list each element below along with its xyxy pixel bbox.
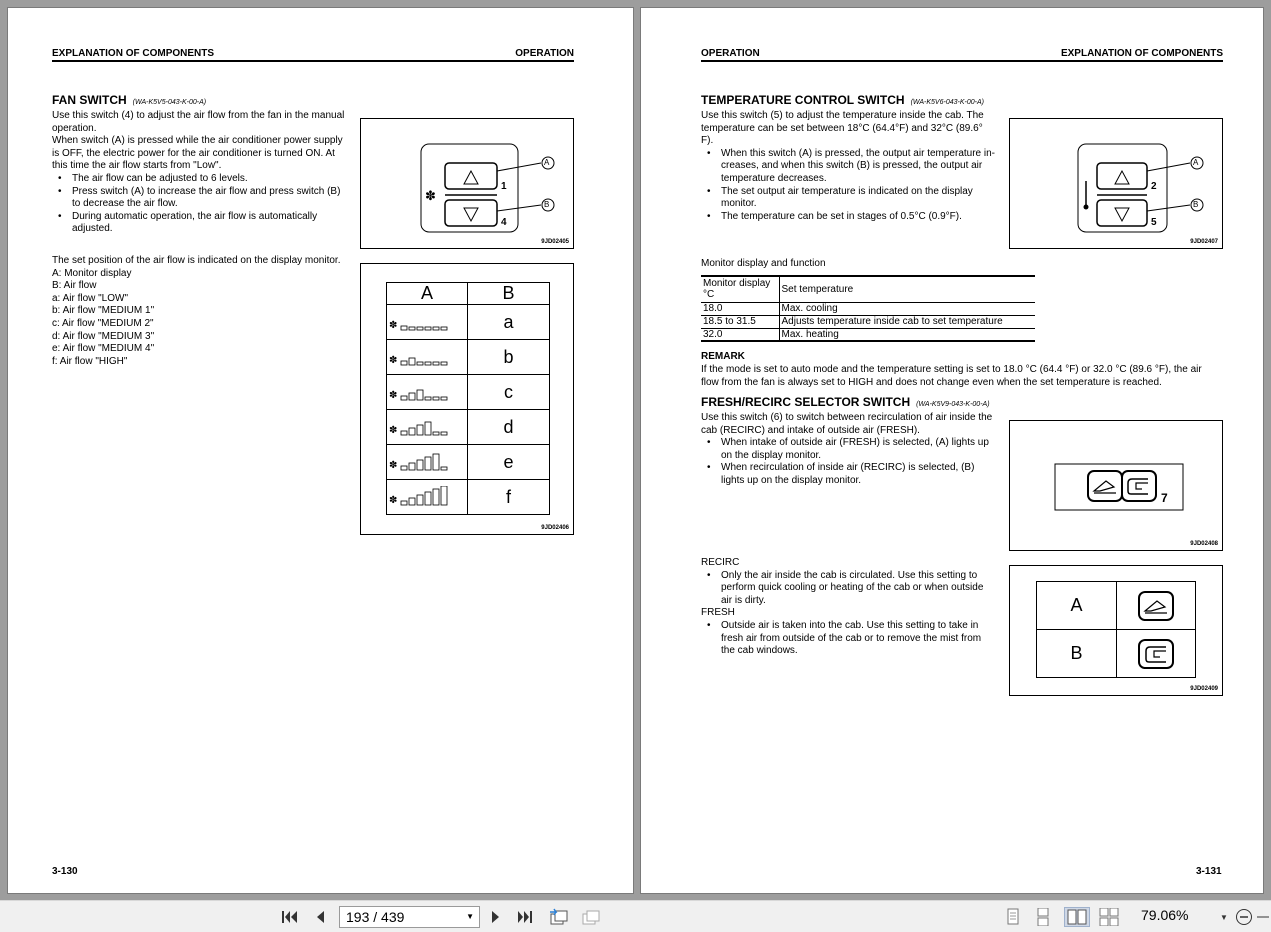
mode-descriptions	[701, 557, 1007, 658]
switch-number-down: 4	[501, 217, 507, 228]
flow-segment	[425, 327, 431, 330]
section-code: (WA-K5V5-043-K-00-A)	[132, 99, 207, 106]
flow-segment	[401, 466, 407, 470]
level-label: a	[468, 305, 550, 340]
flow-segment	[433, 327, 439, 330]
flow-segment	[401, 501, 407, 505]
page-header	[701, 48, 1223, 62]
prev-page-icon[interactable]	[312, 907, 328, 927]
fresh-recirc-switch-figure	[1009, 420, 1223, 551]
last-page-icon[interactable]	[515, 907, 535, 927]
list-item: • The temperature can be set in stages of 0.5°C (0.9°F).	[701, 211, 1007, 224]
flow-segment	[425, 397, 431, 400]
header-left: OPERATION	[701, 48, 760, 59]
previous-view-icon[interactable]	[548, 907, 570, 927]
flow-segment	[409, 498, 415, 505]
recirc-icon	[1117, 630, 1196, 678]
flow-segment	[433, 454, 439, 470]
level-icon	[387, 340, 468, 375]
remark-title: REMARK	[701, 351, 745, 362]
fresh-recirc-display-figure	[1009, 565, 1223, 696]
figure-code: 9JD02407	[1190, 239, 1218, 245]
list-item: • During automatic operation, the air flow is automatically adjusted.	[52, 211, 362, 236]
list-item: • The air flow can be adjusted to 6 levels.	[52, 173, 362, 186]
fresh-icon	[1117, 582, 1196, 630]
switch-number-up: 2	[1151, 181, 1157, 192]
table-row: 32.0 Max. heating	[701, 328, 1035, 341]
page-number: 3-131	[1196, 866, 1222, 877]
flow-segment	[441, 397, 447, 400]
air-flow-table: A B ✽ a ✽ b ✽ c ✽ d ✽ e ✽ f	[386, 282, 550, 515]
flow-segment	[433, 362, 439, 365]
monitor-table: Monitor display °C Set temperature 18.0 Max. cooling 18.5 to 31.5 Adjusts temperature inside cab to set temperature 32.0 Max. heating	[701, 275, 1035, 342]
display-legend: The set position of the air flow is indicated on the display monitor. A: Monitor display B: Air flow a: Air flow "LOW" b: Air flow "MEDIUM 1" c: Air flow "MEDIUM 2" d: Air flow "MEDIUM 3" e: Air flow "MEDIUM 4" f: Air flow "HIGH"	[52, 255, 341, 367]
svg-text:✽: ✽	[389, 390, 398, 401]
flow-segment	[417, 362, 423, 365]
level-icon	[387, 305, 468, 340]
flow-segment	[409, 358, 415, 365]
figure-code: 9JD02408	[1190, 541, 1218, 547]
list-item: • Only the air inside the cab is circulated. Use this setting to perform quick cooling or heating of the cab or when outside air is dirty.	[701, 570, 1007, 608]
level-label: c	[468, 375, 550, 410]
flow-segment	[417, 390, 423, 400]
single-page-icon[interactable]	[1004, 907, 1022, 927]
level-icon	[387, 480, 468, 515]
flow-segment	[409, 428, 415, 435]
figure-code: 9JD02409	[1190, 686, 1218, 692]
level-icon	[387, 445, 468, 480]
section-code: (WA-K5V6-043-K-00-A)	[910, 99, 984, 106]
svg-text:✽: ✽	[389, 425, 398, 436]
air-flow-display-figure	[360, 263, 574, 535]
list-item: • When intake of outside air (FRESH) is selected, (A) lights up on the display monitor.	[701, 437, 1007, 462]
continuous-icon[interactable]	[1034, 907, 1052, 927]
viewer-toolbar	[0, 900, 1271, 932]
flow-segment	[409, 463, 415, 470]
table-row: 18.0 Max. cooling	[701, 302, 1035, 315]
level-label: b	[468, 340, 550, 375]
list-item: • Outside air is taken into the cab. Use this setting to take in fresh air from outside of the cab or to remove the mist from the cab windows.	[701, 620, 1007, 658]
level-label: f	[468, 480, 550, 515]
switch-number-up: 1	[501, 181, 507, 192]
flow-segment	[417, 460, 423, 470]
fan-switch-figure	[360, 118, 574, 249]
zoom-slider[interactable]	[1257, 907, 1269, 927]
chevron-down-icon[interactable]: ▼	[466, 912, 474, 921]
first-page-icon[interactable]	[280, 907, 300, 927]
figure-code: 9JD02405	[541, 239, 569, 245]
label-b: B	[544, 200, 550, 209]
flow-segment	[409, 393, 415, 400]
fresh-recirc-text: Use this switch (6) to switch between recirculation of air inside the cab (RECIRC) and intake of outside air (FRESH). • When intake of outside air (FRESH) is selected, (A) lights up on the display monitor. • When recirculation of inside air (RECIRC) is selected, (B) lights up on the display monitor.	[701, 412, 1007, 488]
list-item: • When recirculation of inside air (RECIRC) is selected, (B) lights up on the display monitor.	[701, 462, 1007, 487]
flow-segment	[433, 489, 439, 505]
svg-text:✽: ✽	[389, 460, 398, 471]
chevron-down-icon[interactable]: ▼	[1220, 912, 1228, 922]
zoom-out-icon[interactable]	[1234, 907, 1254, 927]
list-item: • When this switch (A) is pressed, the output air temperature in- creases, and when this switch (B) is pressed, the output air temperature decreases.	[701, 148, 1007, 186]
svg-text:✽: ✽	[389, 320, 398, 331]
figure-code: 9JD02406	[541, 525, 569, 531]
next-view-icon[interactable]	[580, 907, 602, 927]
flow-segment	[401, 326, 407, 330]
section-title: FRESH/RECIRC SELECTOR SWITCH (WA-K5V9-043-K-00-A)	[701, 395, 990, 409]
flow-segment	[425, 457, 431, 470]
page-header	[52, 48, 574, 62]
svg-text:✽: ✽	[389, 355, 398, 366]
zoom-level[interactable]: 79.06%	[1141, 907, 1189, 923]
temperature-switch-text: Use this switch (5) to adjust the temperature inside the cab. The temperature can be set between 18°C (64.4°F) and 32°C (89.6° F). • When this switch (A) is pressed, the output air temperature in- creases, and when this switch (B) is pressed, the output air temperature decreases. • The set output air temperature is indicated on the display monitor. • The temperature can be set in stages of 0.5°C (0.9°F).	[701, 110, 1007, 223]
flow-segment	[441, 362, 447, 365]
page-number-field[interactable]: 193 / 439 ▼	[339, 906, 480, 928]
level-icon	[387, 375, 468, 410]
flow-segment	[401, 361, 407, 365]
fan-switch-text: Use this switch (4) to adjust the air flow from the fan in the manual operation. When switch (A) is pressed while the air conditioner power supply is OFF, the electric power for the air conditioner is turned ON. At this time the air flow starts from "Low". • The air flow can be adjusted to 6 levels. • Press switch (A) to increase the air flow and press switch (B) to decrease the air flow. • During automatic operation, the air flow is automatically adjusted.	[52, 110, 362, 236]
flow-segment	[401, 431, 407, 435]
svg-text:✽: ✽	[425, 189, 436, 204]
remark-text: If the mode is set to auto mode and the temperature setting is set to 18.0 °C (64.4 °F) or 32.0 °C (89.6 °F), the air flow from the fan is always set to HIGH and does not change even when the set temperature is reached.	[701, 364, 1202, 388]
flow-segment	[433, 432, 439, 435]
fresh-heading: FRESH	[701, 607, 735, 619]
flow-segment	[425, 492, 431, 505]
flow-segment	[441, 467, 447, 470]
switch-number-down: 5	[1151, 217, 1157, 228]
header-left: EXPLANATION OF COMPONENTS	[52, 48, 215, 59]
label-b: B	[1193, 200, 1199, 209]
list-item: • The set output air temperature is indicated on the display monitor.	[701, 186, 1007, 211]
header-right: EXPLANATION OF COMPONENTS	[1060, 48, 1223, 59]
flow-segment	[409, 327, 415, 330]
list-item: • Press switch (A) to increase the air flow and press switch (B) to decrease the air flow.	[52, 186, 362, 211]
label-a: A	[1193, 158, 1199, 167]
flow-segment	[441, 327, 447, 330]
section-code: (WA-K5V9-043-K-00-A)	[916, 401, 990, 408]
flow-segment	[441, 432, 447, 435]
section-title: TEMPERATURE CONTROL SWITCH (WA-K5V6-043-K-00-A)	[701, 93, 984, 107]
temperature-switch-figure	[1009, 118, 1223, 249]
next-page-icon[interactable]	[488, 907, 504, 927]
page-number: 3-130	[52, 866, 78, 877]
level-label: d	[468, 410, 550, 445]
flow-segment	[417, 495, 423, 505]
flow-segment	[401, 396, 407, 400]
facing-icon[interactable]	[1064, 907, 1090, 927]
flow-segment	[425, 362, 431, 365]
mode-table: A B	[1036, 581, 1196, 678]
monitor-caption: Monitor display and function	[701, 258, 826, 269]
svg-text:✽: ✽	[389, 495, 398, 506]
flow-segment	[425, 422, 431, 435]
section-title: FAN SWITCH (WA-K5V5-043-K-00-A)	[52, 93, 207, 107]
flow-segment	[433, 397, 439, 400]
level-icon	[387, 410, 468, 445]
table-row: 18.5 to 31.5 Adjusts temperature inside cab to set temperature	[701, 315, 1035, 328]
header-right: OPERATION	[515, 48, 574, 59]
recirc-heading: RECIRC	[701, 557, 740, 568]
label-a: A	[544, 158, 550, 167]
page-left	[7, 7, 634, 894]
flow-segment	[441, 486, 447, 505]
switch-number: 7	[1161, 491, 1168, 505]
level-label: e	[468, 445, 550, 480]
flow-segment	[417, 327, 423, 330]
page-right	[640, 7, 1264, 894]
flow-segment	[417, 425, 423, 435]
continuous-facing-icon[interactable]	[1098, 907, 1120, 927]
